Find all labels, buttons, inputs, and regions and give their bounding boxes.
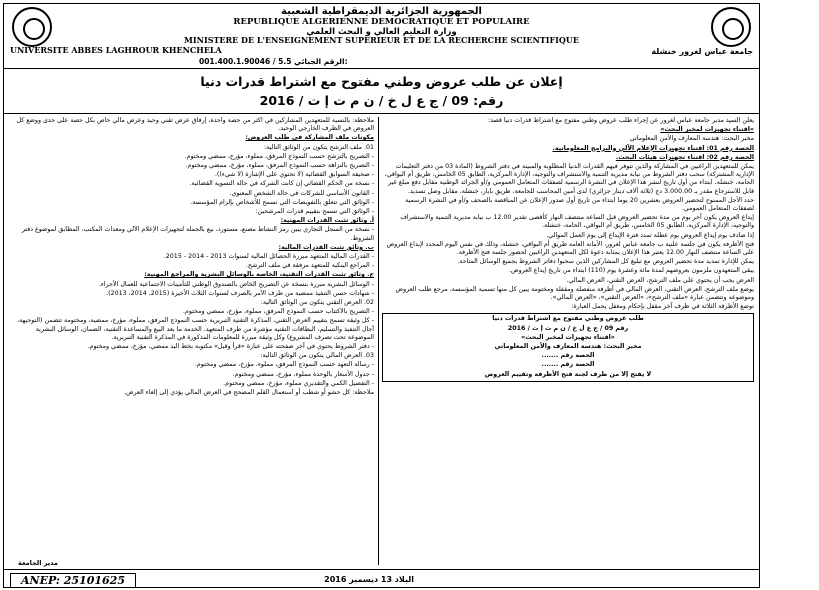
- box-warning: لا يفتح إلا من طرف لجنة فتح الأظرفة وتقييم العروض: [484, 370, 652, 378]
- tax-reference: 001.400.1.90046 / 5.5 الرقم الجبائي:: [199, 57, 348, 66]
- title-divider: [4, 113, 759, 114]
- right-paragraph: حدد الأجل الممنوح لتحضير العروض بعشرين 20 يوما ابتداء من تاريخ أول صدور الإعلان عن المناقصة بالصحف و/أو في النشرة الرسمية لصفقات المتعامل العمومي.: [405, 196, 754, 213]
- left-paragraph: - التصريح بالاكتتاب حسب النموذج المرفق، مملوء، مؤرخ، ممضي ومختوم.: [183, 308, 374, 316]
- announcement-number: رقم: 09 / ج ع ل خ / ن م ت إ ت / 2016: [259, 93, 504, 108]
- left-paragraph: ب. وثائق تثبت القدرات المالية:: [278, 243, 374, 251]
- right-paragraph: العرض يجب أن يحتوي على ملف الترشح، العرض التقني، العرض المالي.: [566, 276, 754, 284]
- left-paragraph: - القانون الأساسي للشركات في حالة الشخص المعنوي.: [229, 189, 374, 197]
- left-paragraph: - رسالة التعهد حسب النموذج المرفق، مملوء، مؤرخ، ممضي ومختوم.: [194, 361, 374, 369]
- announcement-title: إعلان عن طلب عروض وطني مفتوح مع اشتراط قدرات دنيا: [200, 74, 563, 89]
- left-paragraph: - المراجع البنكية للمتعهد مرفقة في ملف الترشح.: [245, 262, 374, 270]
- envelope-label-box: [382, 313, 754, 381]
- left-paragraph: - الوثائق التي تتعلق بالتفويضات التي تسمح للأشخاص بإلزام المؤسسة.: [190, 198, 374, 206]
- university-name-ar: جامعة عباس لغرور خنشلة: [651, 47, 753, 56]
- box-lot-2: الحصة رقم .......: [541, 361, 595, 369]
- column-divider: [378, 117, 379, 565]
- header-ar-ministry: وزارة التعليم العالي و البحث العلمي: [306, 27, 457, 37]
- header-fr-republic: REPUBLIQUE ALGERIENNE DEMOCRATIQUE ET POPULAIRE: [233, 17, 530, 27]
- left-paragraph: - التفصيل الكمي والتقديري مملوء، مؤرخ، ممضي ومختوم.: [223, 379, 374, 387]
- header-ar-republic: الجمهورية الجزائرية الديمقراطية الشعبية: [281, 6, 482, 17]
- right-paragraphs: [382, 117, 754, 311]
- anep-code: ANEP: 25101625: [10, 573, 136, 588]
- header: [4, 4, 759, 68]
- right-paragraph: يبقى المتعهدون ملزمون بعروضهم لمدة مائة وعشرة يوم (110) ابتداء من تاريخ إيداع العروض.: [508, 267, 754, 275]
- right-paragraph: الحصة رقم 02: اقتناء تجهيزات هيئات البحث.: [615, 153, 754, 161]
- left-paragraph: - جدول الأسعار بالوحدة مملوء، مؤرخ، ممضي ومختوم.: [232, 370, 374, 378]
- university-name-fr: UNIVERSITE ABBES LAGHROUR KHENCHELA: [10, 45, 222, 55]
- left-paragraph: - الوثائق التي تسمح بتقييم قدرات المرشحين:: [255, 208, 374, 216]
- header-fr-ministry: MINISTERE DE L'ENSEIGNEMENT SUPERIEUR ET DE LA RECHERCHE SCIENTIFIQUE: [184, 35, 579, 45]
- left-paragraph: 03. العرض المالي يتكون من الوثائق التالية:: [260, 352, 374, 360]
- right-paragraph: يمكن للمتعهدين الراغبين في المشاركة والذين تتوفر فيهم القدرات الدنيا المطلوبة والمبينة في دفتر الشروط (المادة 03 من دفتر التعليمات الإدارية المشتركة) سحب دفتر الشروط من نيابة مديرية التنمية والاستشراف والتوجيه، الإدارة المركزية، الطابق 05 الخامس، طريق أم البواقي، الحامة، خنشلة، ابتداء من أول تاريخ لنشر هذا الإعلان في النشرة الرسمية لصفقات المتعامل العمومي و/أو الجرائد الوطنية مقابل دفع مبلغ غير قابل للاسترجاع مقدر بـ 3.000.00 دج (ثلاثة آلاف دينار جزائري) لدى أمين المحاسب للجامعة، طريق بابار، خنشلة، مقابل وصل تسديد.: [384, 163, 754, 195]
- left-paragraph: ملاحظة: بالنسبة للمتعهدين المشاركين في أكثر من حصة واحدة، إرفاق عرض تقني وحيد وعرض مالي خاص بكل حصة على حدى ووضع كل العروض في الظرف الخارجي الوحيد.: [16, 117, 374, 133]
- left-paragraph: - صحيفة السوابق القضائية (لا تحتوي على الإشارة (لا شيء)).: [214, 171, 374, 179]
- newspaper-announcement: [3, 3, 760, 588]
- university-logo-left: [12, 7, 52, 47]
- box-lot-1: الحصة رقم .......: [541, 352, 595, 360]
- right-paragraph: الحصة رقم 01: اقتناء تجهيزات الإعلام الآلي والبرامج المعلوماتية.: [552, 144, 754, 152]
- university-logo-right: [711, 7, 751, 47]
- right-paragraph: يوضع ملف الترشح، العرض التقني، العرض المالي في أظرفة منفصلة ومقفلة ومختومة يبين كل منها تسمية المؤسسة، مرجع طلب العروض وموضوعه وتتضمن عبارة «ملف الترشح»، «العرض التقني»، «العرض المالي».: [395, 285, 754, 302]
- left-column: [10, 117, 374, 565]
- right-column: [382, 117, 754, 565]
- left-paragraph: - نسخة من السجل التجاري يبين رمز النشاط مصنع، مستورد، بيع بالجملة لتجهيزات الإعلام الآلي ومعدات المكتب، المطابق لموضوع دفتر الشروط.: [21, 226, 374, 242]
- publication-date: البلاد 13 ديسمبر 2016: [324, 575, 414, 584]
- box-line-3: «اقتناء تجهيزات لمخبر البحث»: [521, 333, 615, 341]
- left-paragraphs: [10, 117, 374, 397]
- left-paragraph: أ. وثائق تثبت القدرات المهنية:: [280, 217, 374, 225]
- left-paragraph: - كل وثيقة تسمح بتقييم العرض التقني، المذكرة التقنية التبريرية حسب النموذج المرفق، مملوء، مؤرخ، ممضية، ومختومة تتضمن (التوجيهة، آجال التنفيذ والتسليم، البطاقات التقنية مؤشرة من طرف المتعهد، الخدمة ما بعد البيع والمساعدة التقنية، الضمان، الوسائل البشرية الموضوعة تحت تصرف المشروع) وكل وثيقة مبررة للمعلومات المذكورة في المذكرة التقنية التبريرية.: [17, 317, 374, 341]
- right-paragraph: يعلن السيد مدير جامعة عباس لغرور عن إجراء طلب عروض وطني مفتوح مع اشتراط قدرات دنيا قصد:: [488, 117, 754, 124]
- signature: مدير الجامعة: [18, 559, 58, 567]
- left-paragraph: ملاحظة: كل حشو أو شطب أو استعمال القلم المصحح في العرض المالي يؤدي إلى إلغاء العرض.: [123, 389, 374, 397]
- right-paragraph: إيداع العروض يكون آخر يوم من مدة تحضير العروض قبل الساعة منتصف النهار كأقصى تقدير 12.00 ب نيابة مديرية التنمية والاستشراف والتوجيه، الإدارة المركزية، الطابق 05 الخامس، طريق أم البواقي، الحامة، خنشلة.: [400, 214, 754, 230]
- left-paragraph: 02. العرض التقني يتكون من الوثائق التالية:: [260, 299, 374, 307]
- right-paragraph: فتح الأظرفة يكون في جلسة علنية ب جامعة عباس لغرور، الأمانة العامة طريق أم البواقي، خنشلة، وذلك في نفس اليوم المحدد لإيداع العروض على الساعة منتصف النهار 12.00 يعتبر هذا الإعلان بمثابة دعوة لكل المتعهدين الراغبين لحضور جلسة فتح الأظرفة.: [386, 240, 754, 257]
- right-paragraph: يمكن للإدارة تمديد مدة تحضير العروض مع تبليغ كل المشاركين الذين سحبوا دفاتر الشروط بجميع الوسائل المتاحة.: [457, 258, 754, 266]
- left-paragraph: - دفتر الشروط يحتوي في آخر صفحته على عبارة «قرأ وقبل» مكتوبة بخط اليد ممضي، مؤرخ، ممضي ومختوم.: [87, 343, 374, 351]
- box-line-4: مخبر البحث: هندسة المعارف والأمن المعلوماتي: [494, 343, 642, 351]
- right-paragraph: توضع الأظرفة الثلاثة في ظرف آخر مقفل بإحكام ومغفل يحمل العبارة:: [571, 303, 754, 311]
- right-paragraph: «اقتناء تجهيزات لمخبر البحث»: [660, 126, 754, 134]
- box-line-1: طلب عروض وطني مفتوح مع اشتراط قدرات دنيا: [492, 315, 644, 323]
- left-paragraph: - نسخة من الحكم القضائي إن كانت الشركة في حالة التسوية القضائية.: [189, 180, 374, 188]
- left-paragraph: - التصريح بالترشح حسب النموذج المرفق، مملوء، مؤرخ، ممضي ومختوم.: [184, 152, 374, 160]
- header-divider: [4, 68, 759, 69]
- right-paragraph: إذا صادف يوم إيداع العروض يوم عطلة تمدد فترة الإيداع إلى يوم العمل الموالي.: [546, 231, 754, 239]
- left-paragraph: - القدرات المالية المتعهد مبررة الحصائل المالية لسنوات 2013 - 2014 - 2015.: [163, 253, 374, 261]
- box-line-2: رقم 09 / ج ع ل خ / ن م ت إ ت / 2016: [507, 324, 629, 332]
- left-paragraph: 01. ملف الترشح يتكون من الوثائق التالية:: [264, 143, 374, 151]
- left-paragraph: ج. وثائق تثبت القدرات التقنية، الخاصة بالوسائل البشرية والمراجع المهنية:: [144, 271, 374, 279]
- left-paragraph: - التصريح بالنزاهة حسب النموذج المرفق، مملوء، مؤرخ، ممضي ومختوم.: [185, 162, 374, 170]
- footer: [4, 569, 759, 588]
- left-paragraph: مكونات ملف المشاركة في طلب العروض:: [245, 134, 374, 142]
- left-paragraph: - الوسائل البشرية مبررة بنسخة عن التصريح الخاص بالصندوق الوطني للتأمينات الاجتماعية للعمال الأجراء.: [98, 280, 374, 288]
- left-paragraph: - شهادات حسن التنفيذ ممضية من طرف الآمر بالصرف لسنوات الثلاث الأخيرة (2015، 2014، 2013).: [106, 289, 374, 297]
- right-paragraph: مخبر البحث: هندسة المعارف والأمن المعلوماتي: [629, 135, 754, 143]
